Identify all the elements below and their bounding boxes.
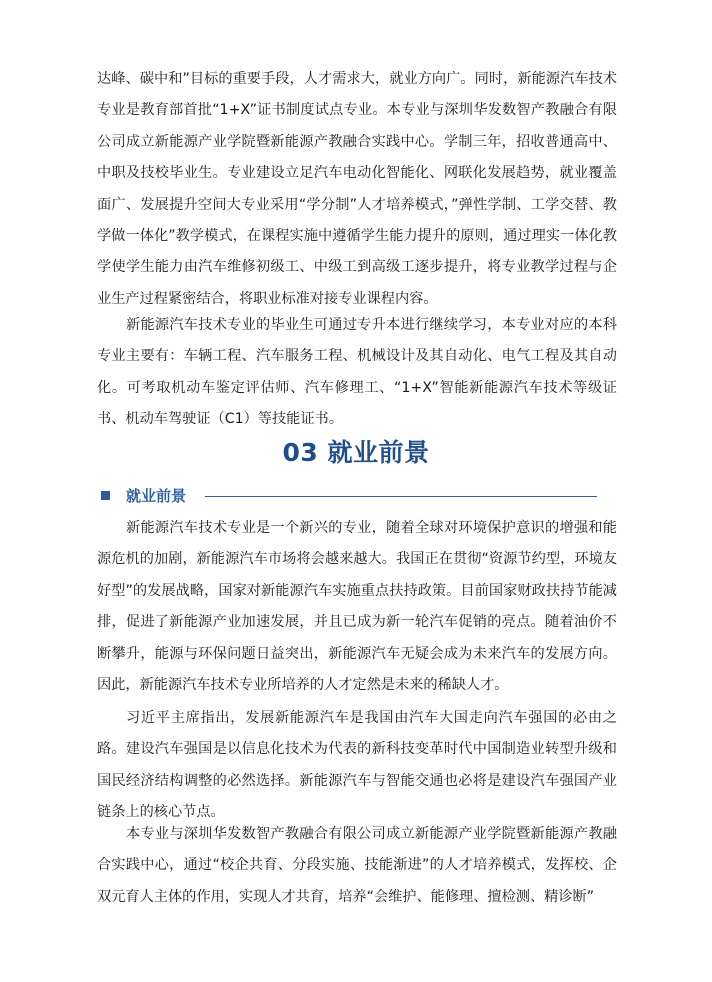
paragraph-further-study: 新能源汽车技术专业的毕业生可通过专升本进行继续学习，本专业对应的本科专业主要有：车辆工程、汽车服务工程、机械设计及其自动化、电气工程及其自动化。可考取机动车鉴定评估师、汽车修理工、“1+X”智能新能源汽车技术等级证书、机动车驾驶证（C1）等技能证书。 bbox=[97, 317, 617, 428]
square-bullet-icon bbox=[101, 491, 110, 500]
subheading-label: 就业前景 bbox=[126, 487, 187, 505]
paragraph-quote: 习近平主席指出，发展新能源汽车是我国由汽车大国走向汽车强国的必由之路。建设汽车强国是以信息化技术为代表的新科技变革时代中国制造业转型升级和国民经济结构调整的必然选择。新能源汽车与智能交通也必将是建设汽车强国产业链条上的核心节点。 bbox=[97, 710, 617, 821]
paragraph-partnership: 本专业与深圳华发数智产教融合有限公司成立新能源产业学院暨新能源产教融合实践中心，通过“校企共育、分段实施、技能渐进”的人才培养模式，发挥校、企双元育人主体的作用，实现人才共育，培养“会维护、能修理、擅检测、精诊断” bbox=[97, 826, 617, 905]
paragraph-employment-outlook: 新能源汽车技术专业是一个新兴的专业，随着全球对环境保护意识的增强和能源危机的加剧，新能源汽车市场将会越来越大。我国正在贯彻“资源节约型，环境友好型”的发展战略，国家对新能源汽车实施重点扶持政策。目前国家财政扶持节能减排，促进了新能源产业加速发展，并且已成为新一轮汽车促销的亮点。随着油价不断攀升，能源与环保问题日益突出，新能源汽车无疑会成为未来汽车的发展方向。因此，新能源汽车技术专业所培养的人才定然是未来的稀缺人才。 bbox=[97, 520, 617, 694]
subheading-rule bbox=[205, 496, 597, 497]
paragraph-program-intro: 达峰、碳中和”目标的重要手段，人才需求大，就业方向广。同时，新能源汽车技术专业是教育部首批“1+X”证书制度试点专业。本专业与深圳华发数智产教融合有限公司成立新能源产业学院暨新能源产教融合实践中心。学制三年，招收普通高中、中职及技校毕业生。专业建设立足汽车电动化智能化、网联化发展趋势，就业覆盖面广、发展提升空间大专业采用“学分制”人才培养模式，”弹性学制、工学交替、教学做一体化”教学模式，在课程实施中遵循学生能力提升的原则，通过理实一体化教学使学生能力由汽车维修初级工、中级工到高级工逐步提升，将专业教学过程与企业生产过程紧密结合，将职业标准对接专业课程内容。 bbox=[97, 71, 617, 307]
subheading bbox=[101, 484, 597, 508]
section-title: 03 就业前景 bbox=[282, 438, 430, 467]
